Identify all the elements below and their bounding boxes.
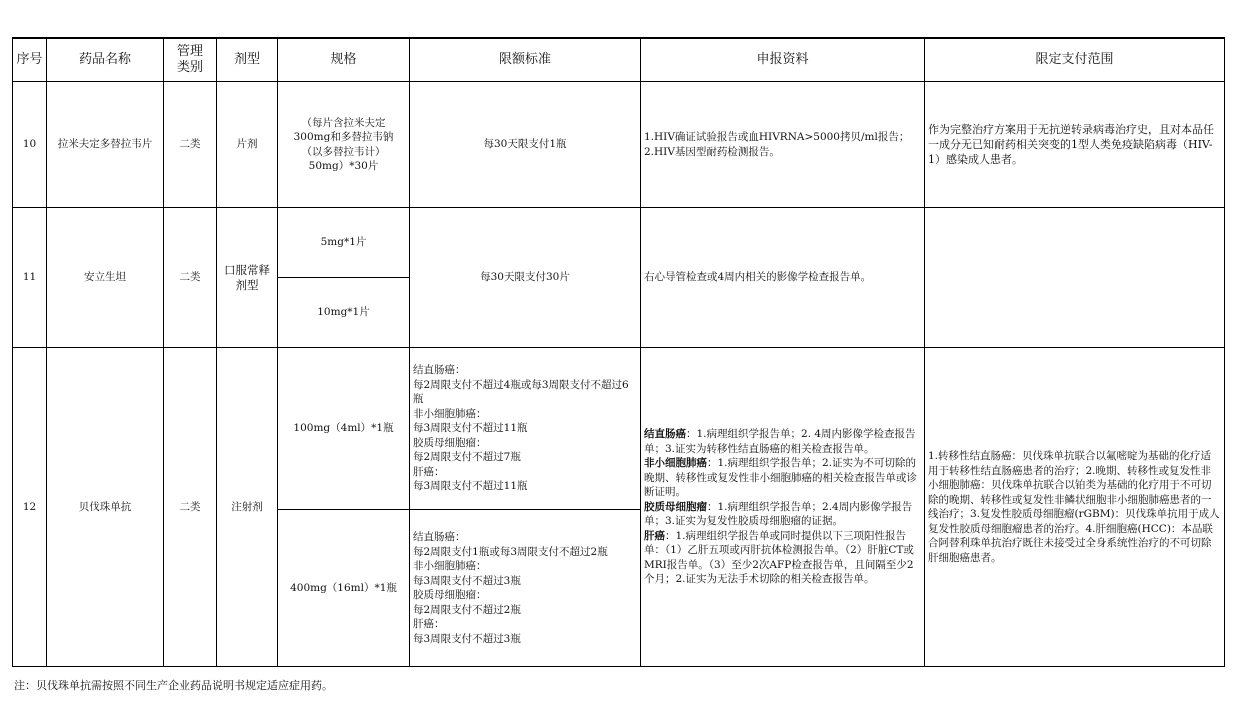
- cell-payment-scope: [925, 208, 1225, 348]
- cell-limit-standard: 每30天限支付30片: [410, 208, 641, 348]
- docs-section-title: 非小细胞肺癌: [644, 457, 707, 470]
- table-row: [13, 208, 1225, 278]
- header-payment-scope: 限定支付范围: [925, 38, 1225, 82]
- cell-application-documents: [641, 348, 925, 667]
- docs-section-title: 肝癌: [644, 529, 665, 542]
- header-seq: 序号: [13, 38, 47, 82]
- cell-management-category: 二类: [164, 208, 217, 348]
- cell-specification: （每片含拉米夫定300mg和多替拉韦钠（以多替拉韦计）50mg）*30片: [278, 82, 410, 208]
- cell-limit-standard: 结直肠癌： 每2周限支付不超过4瓶或每3周限支付不超过6瓶 非小细胞肺癌： 每3周限支付不超过11瓶 胶质母细胞瘤： 每2周限支付不超过7瓶 肝癌： 每3周限支付不超过11瓶: [410, 348, 641, 510]
- cell-management-category: 二类: [164, 348, 217, 667]
- cell-payment-scope: 1.转移性结直肠癌：贝伐珠单抗联合以氟嘧啶为基础的化疗适用于转移性结直肠癌患者的治疗；2.晚期、转移性或复发性非小细胞肺癌：贝伐珠单抗联合以铂类为基础的化疗用于不可切除的晚期、转移性或复发性非鳞状细胞非小细胞肺癌患者的一线治疗；3.复发性胶质母细胞瘤(rGBM)：贝伐珠单抗用于成人复发性胶质母细胞瘤患者的治疗。4.肝细胞癌(HCC)：本品联合阿替利珠单抗治疗既往未接受过全身系统性治疗的不可切除肝细胞癌患者。: [925, 348, 1225, 667]
- cell-drug-name: 贝伐珠单抗: [47, 348, 164, 667]
- docs-section-title: 胶质母细胞瘤: [644, 500, 707, 513]
- cell-specification: 5mg*1片: [278, 208, 410, 278]
- docs-section-text: ：1.病理组织学报告单；2.证实为不可切除的晚期、转移性或复发性非小细胞肺癌的相关检查报告单或诊断证明。: [644, 457, 917, 499]
- cell-application-documents: 1.HIV确证试验报告或血HIVRNA>5000拷贝/ml报告； 2.HIV基因型耐药检测报告。: [641, 82, 925, 208]
- cell-dosage-form: 片剂: [217, 82, 278, 208]
- cell-drug-name: 安立生坦: [47, 208, 164, 348]
- cell-specification: 400mg（16ml）*1瓶: [278, 510, 410, 667]
- footnote: 注：贝伐珠单抗需按照不同生产企业药品说明书规定适应症用药。: [14, 679, 333, 692]
- docs-section-title: 结直肠癌: [644, 428, 686, 441]
- cell-drug-name: 拉米夫定多替拉韦片: [47, 82, 164, 208]
- header-dosage-form: 剂型: [217, 38, 278, 82]
- cell-dosage-form: 口服常释剂型: [217, 208, 278, 348]
- cell-seq: 12: [13, 348, 47, 667]
- cell-dosage-form: 注射剂: [217, 348, 278, 667]
- table-header-row: [13, 38, 1225, 82]
- header-management-category: 管理 类别: [164, 38, 217, 82]
- cell-management-category: 二类: [164, 82, 217, 208]
- cell-limit-standard: 每30天限支付1瓶: [410, 82, 641, 208]
- docs-section-text: ：1.病理组织学报告单；2. 4周内影像学检查报告单；3.证实为转移性结直肠癌的相关检查报告单。: [644, 428, 916, 455]
- cell-limit-standard: 结直肠癌： 每2周限支付1瓶或每3周限支付不超过2瓶 非小细胞肺癌： 每3周限支付不超过3瓶 胶质母细胞瘤： 每2周限支付不超过2瓶 肝癌： 每3周限支付不超过3瓶: [410, 510, 641, 667]
- header-limit-standard: 限额标准: [410, 38, 641, 82]
- header-application-documents: 申报资料: [641, 38, 925, 82]
- table-row: [13, 348, 1225, 510]
- cell-seq: 10: [13, 82, 47, 208]
- header-specification: 规格: [278, 38, 410, 82]
- header-drug-name: 药品名称: [47, 38, 164, 82]
- cell-seq: 11: [13, 208, 47, 348]
- table-row: [13, 82, 1225, 208]
- docs-section-text: ：1.病理组织学报告单；2.4周内影像学报告单；3.证实为复发性胶质母细胞瘤的证据。: [644, 500, 913, 528]
- cell-specification: 10mg*1片: [278, 278, 410, 348]
- cell-payment-scope: 作为完整治疗方案用于无抗逆转录病毒治疗史，且对本品任一成分无已知耐药相关突变的1型人类免疫缺陷病毒（HIV-1）感染成人患者。: [925, 82, 1225, 208]
- docs-section-text: ：1.病理组织学报告单或同时提供以下三项阳性报告单：（1）乙肝五项或丙肝抗体检测报告单。（2）肝脏CT或MRI报告单。（3）至少2次AFP检查报告单，且间隔至少2个月；2.证实为无法手术切除的相关检查报告单。: [644, 529, 914, 586]
- cell-specification: 100mg（4ml）*1瓶: [278, 348, 410, 510]
- cell-application-documents: 右心导管检查或4周内相关的影像学检查报告单。: [641, 208, 925, 348]
- drug-payment-table: [12, 37, 1225, 667]
